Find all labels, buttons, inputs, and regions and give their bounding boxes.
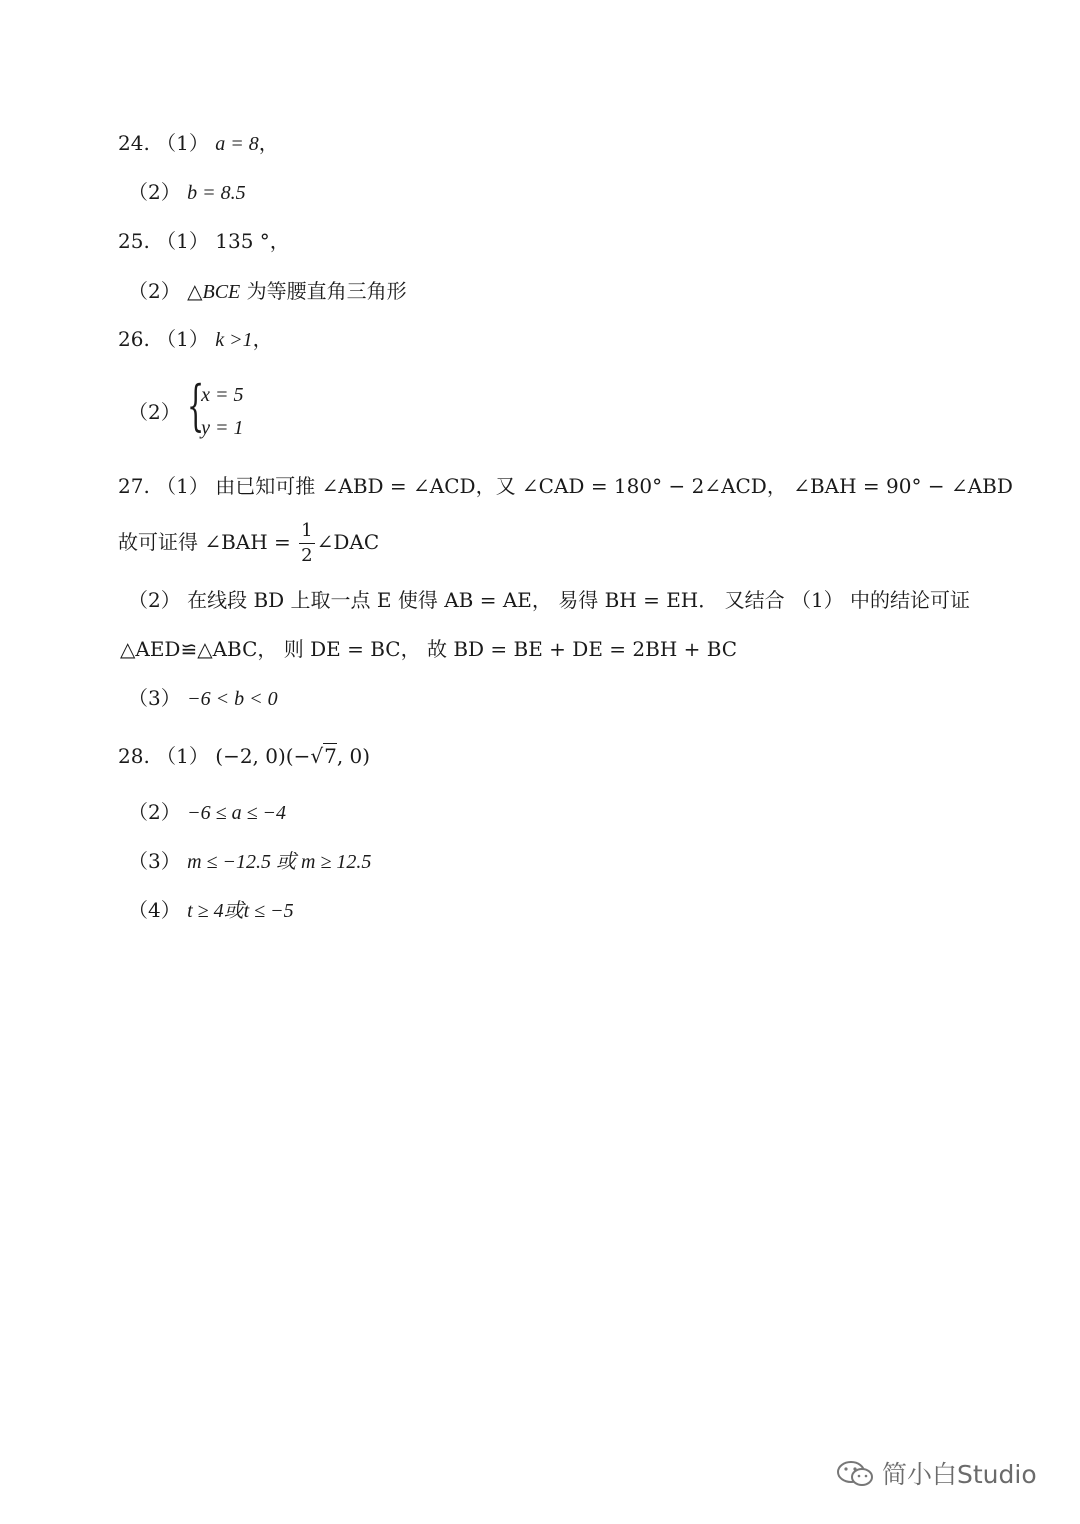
- q28-part1-answer-post: , 0): [336, 744, 371, 768]
- q26-system-row-1: x = 5: [201, 384, 244, 406]
- q28-part2-label: （2）: [128, 800, 181, 824]
- q26-part1-label: （1）: [156, 327, 209, 351]
- q25-part2-label: （2）: [128, 279, 181, 303]
- q27-part1-text-1: 由已知可推 ∠ABD = ∠ACD，又 ∠CAD = 180° − 2∠ACD， ∠BAH = 90° − ∠ABD: [215, 474, 1013, 498]
- q27-part3: [128, 684, 278, 713]
- q25-part1-label: （1）: [156, 229, 209, 253]
- q28-part2: [128, 798, 286, 827]
- q27-part1-label: （1）: [156, 474, 209, 498]
- q28-part4-label: （4）: [128, 898, 181, 922]
- q28-part4-answer: t ≥ 4或t ≤ −5: [187, 900, 294, 922]
- wechat-icon: [836, 1460, 876, 1488]
- q27-number: 27.: [118, 474, 150, 498]
- fraction-numerator: 1: [299, 519, 314, 544]
- q26-part1-answer: k >1: [215, 329, 253, 351]
- q27-part2-text-1: 在线段 BD 上取一点 E 使得 AB = AE， 易得 BH = EH． 又结合 （1） 中的结论可证: [187, 588, 971, 612]
- q26-part1: [118, 325, 273, 354]
- q27-part1-line1: [118, 472, 1013, 500]
- q26-number: 26.: [118, 327, 150, 351]
- q24-part2: [128, 178, 246, 207]
- q27-part1-line2: [118, 519, 379, 568]
- q28-part3-label: （3）: [128, 849, 181, 873]
- q25-part2: [128, 277, 407, 306]
- sqrt-icon: √: [310, 744, 324, 768]
- q27-part2-line2: [120, 635, 737, 663]
- q24-part2-label: （2）: [128, 180, 181, 204]
- q28-number: 28.: [118, 744, 150, 768]
- q25-part1: [118, 227, 290, 255]
- left-brace-icon: {: [187, 374, 205, 437]
- q25-part1-answer: 135 °，: [215, 229, 290, 253]
- q24-part1-tail: ，: [258, 131, 279, 155]
- q28-part2-answer: −6 ≤ a ≤ −4: [187, 802, 287, 824]
- q26-part1-tail: ，: [252, 327, 273, 351]
- q28-part4: [128, 896, 294, 925]
- q26-part2: [128, 374, 244, 445]
- q26-equation-system: [187, 374, 244, 445]
- q28-part3-answer: m ≤ −12.5 或 m ≥ 12.5: [187, 851, 372, 873]
- fraction-denominator: 2: [301, 545, 313, 566]
- q27-part2-text-2: △AED≌△ABC， 则 DE = BC， 故 BD = BE + DE = 2BH + BC: [120, 637, 738, 661]
- q25-number: 25.: [118, 229, 150, 253]
- q27-part1-text-2-post: ∠DAC: [316, 530, 380, 554]
- q24-part2-answer: b = 8.5: [187, 182, 246, 204]
- q28-part1: [118, 742, 370, 770]
- q24-part1-answer: a = 8: [215, 133, 259, 155]
- q27-part3-label: （3）: [128, 686, 181, 710]
- q25-part2-var: BCE: [202, 281, 241, 303]
- q25-part2-triangle: △: [187, 279, 203, 303]
- q24-part1: [118, 129, 279, 158]
- q27-part2-line1: [128, 586, 970, 614]
- q27-part3-answer: −6 < b < 0: [187, 688, 278, 710]
- q24-number: 24.: [118, 131, 150, 155]
- fraction-one-half: [299, 519, 314, 568]
- q28-part1-label: （1）: [156, 744, 209, 768]
- q27-part1-text-2-pre: 故可证得 ∠BAH =: [118, 530, 291, 554]
- q28-part1-answer-pre: (−2, 0)(−: [215, 744, 311, 768]
- q24-part1-label: （1）: [156, 131, 209, 155]
- q27-part2-label: （2）: [128, 588, 181, 612]
- q28-part1-sqrt-value: 7: [324, 744, 337, 768]
- watermark-text: 简小白Studio: [882, 1460, 1037, 1489]
- q25-part2-answer: 为等腰直角三角形: [246, 279, 407, 303]
- q26-part2-label: （2）: [128, 400, 181, 424]
- q26-system-row-2: y = 1: [201, 417, 244, 439]
- q28-part3: [128, 847, 371, 876]
